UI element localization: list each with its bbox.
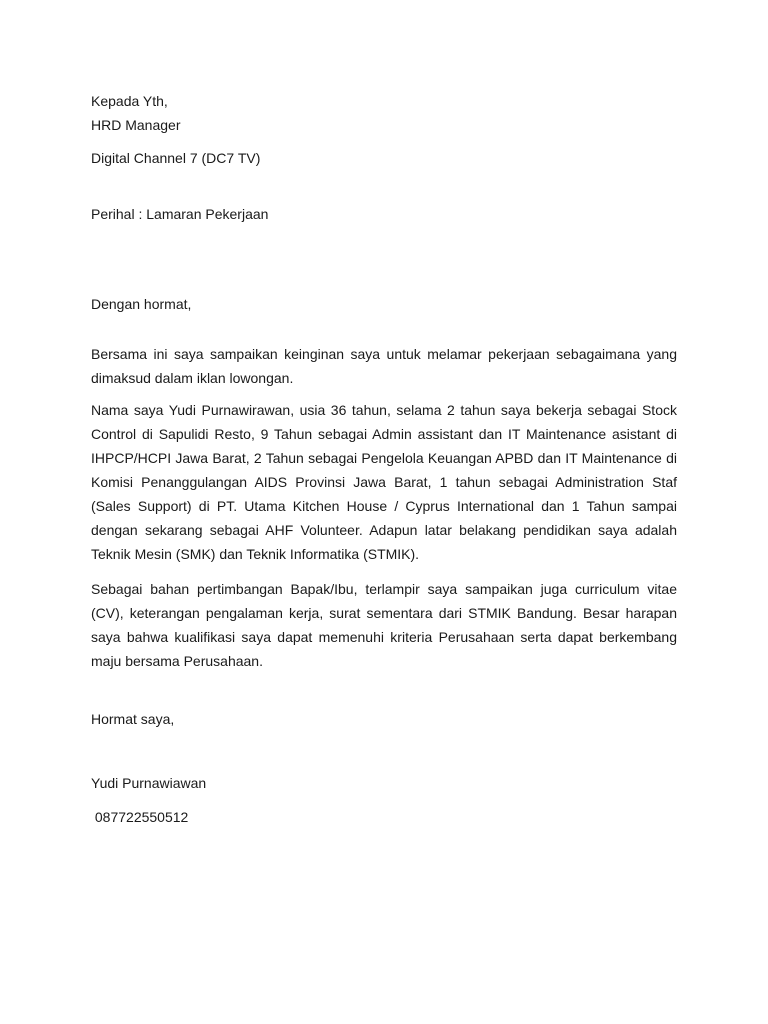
paragraph-attachments: Sebagai bahan pertimbangan Bapak/Ibu, terlampir saya sampaikan juga curriculum vitae (CV), keterangan pengalaman kerja, surat sementara dari STMIK Bandung. Besar harapan saya bahwa kualifikasi saya dapat memenuhi kriteria Perusahaan serta dapat berkembang maju bersama Perusahaan. [91, 581, 677, 669]
recipient-title: HRD Manager [91, 117, 181, 133]
greeting: Dengan hormat, [91, 296, 192, 312]
phone-number: 087722550512 [91, 809, 189, 825]
closing: Hormat saya, [91, 711, 175, 727]
recipient-company: Digital Channel 7 (DC7 TV) [91, 150, 261, 166]
paragraph-experience: Nama saya Yudi Purnawirawan, usia 36 tahun, selama 2 tahun saya bekerja sebagai Stock Control di Sapulidi Resto, 9 Tahun sebagai Admin assistant dan IT Maintenance asistant di IHPCP/HCPI Jawa Barat, 2 Tahun sebagai Pengelola Keuangan APBD dan IT Maintenance di Komisi Penanggulangan AIDS Provinsi Jawa Barat, 1 tahun sebagai Administration Staf (Sales Support) di PT. Utama Kitchen House / Cyprus International dan 1 Tahun sampai dengan sekarang sebagai AHF Volunteer. Adapun latar belakang pendidikan saya adalah Teknik Mesin (SMK) dan Teknik Informatika (STMIK). [91, 402, 677, 562]
paragraph-intro: Bersama ini saya sampaikan keinginan saya untuk melamar pekerjaan sebagaimana yang dimaksud dalam iklan lowongan. [91, 346, 677, 386]
signer-name: Yudi Purnawiawan [91, 775, 207, 791]
letter-subject: Perihal : Lamaran Pekerjaan [91, 206, 269, 222]
recipient-salutation: Kepada Yth, [91, 93, 168, 109]
